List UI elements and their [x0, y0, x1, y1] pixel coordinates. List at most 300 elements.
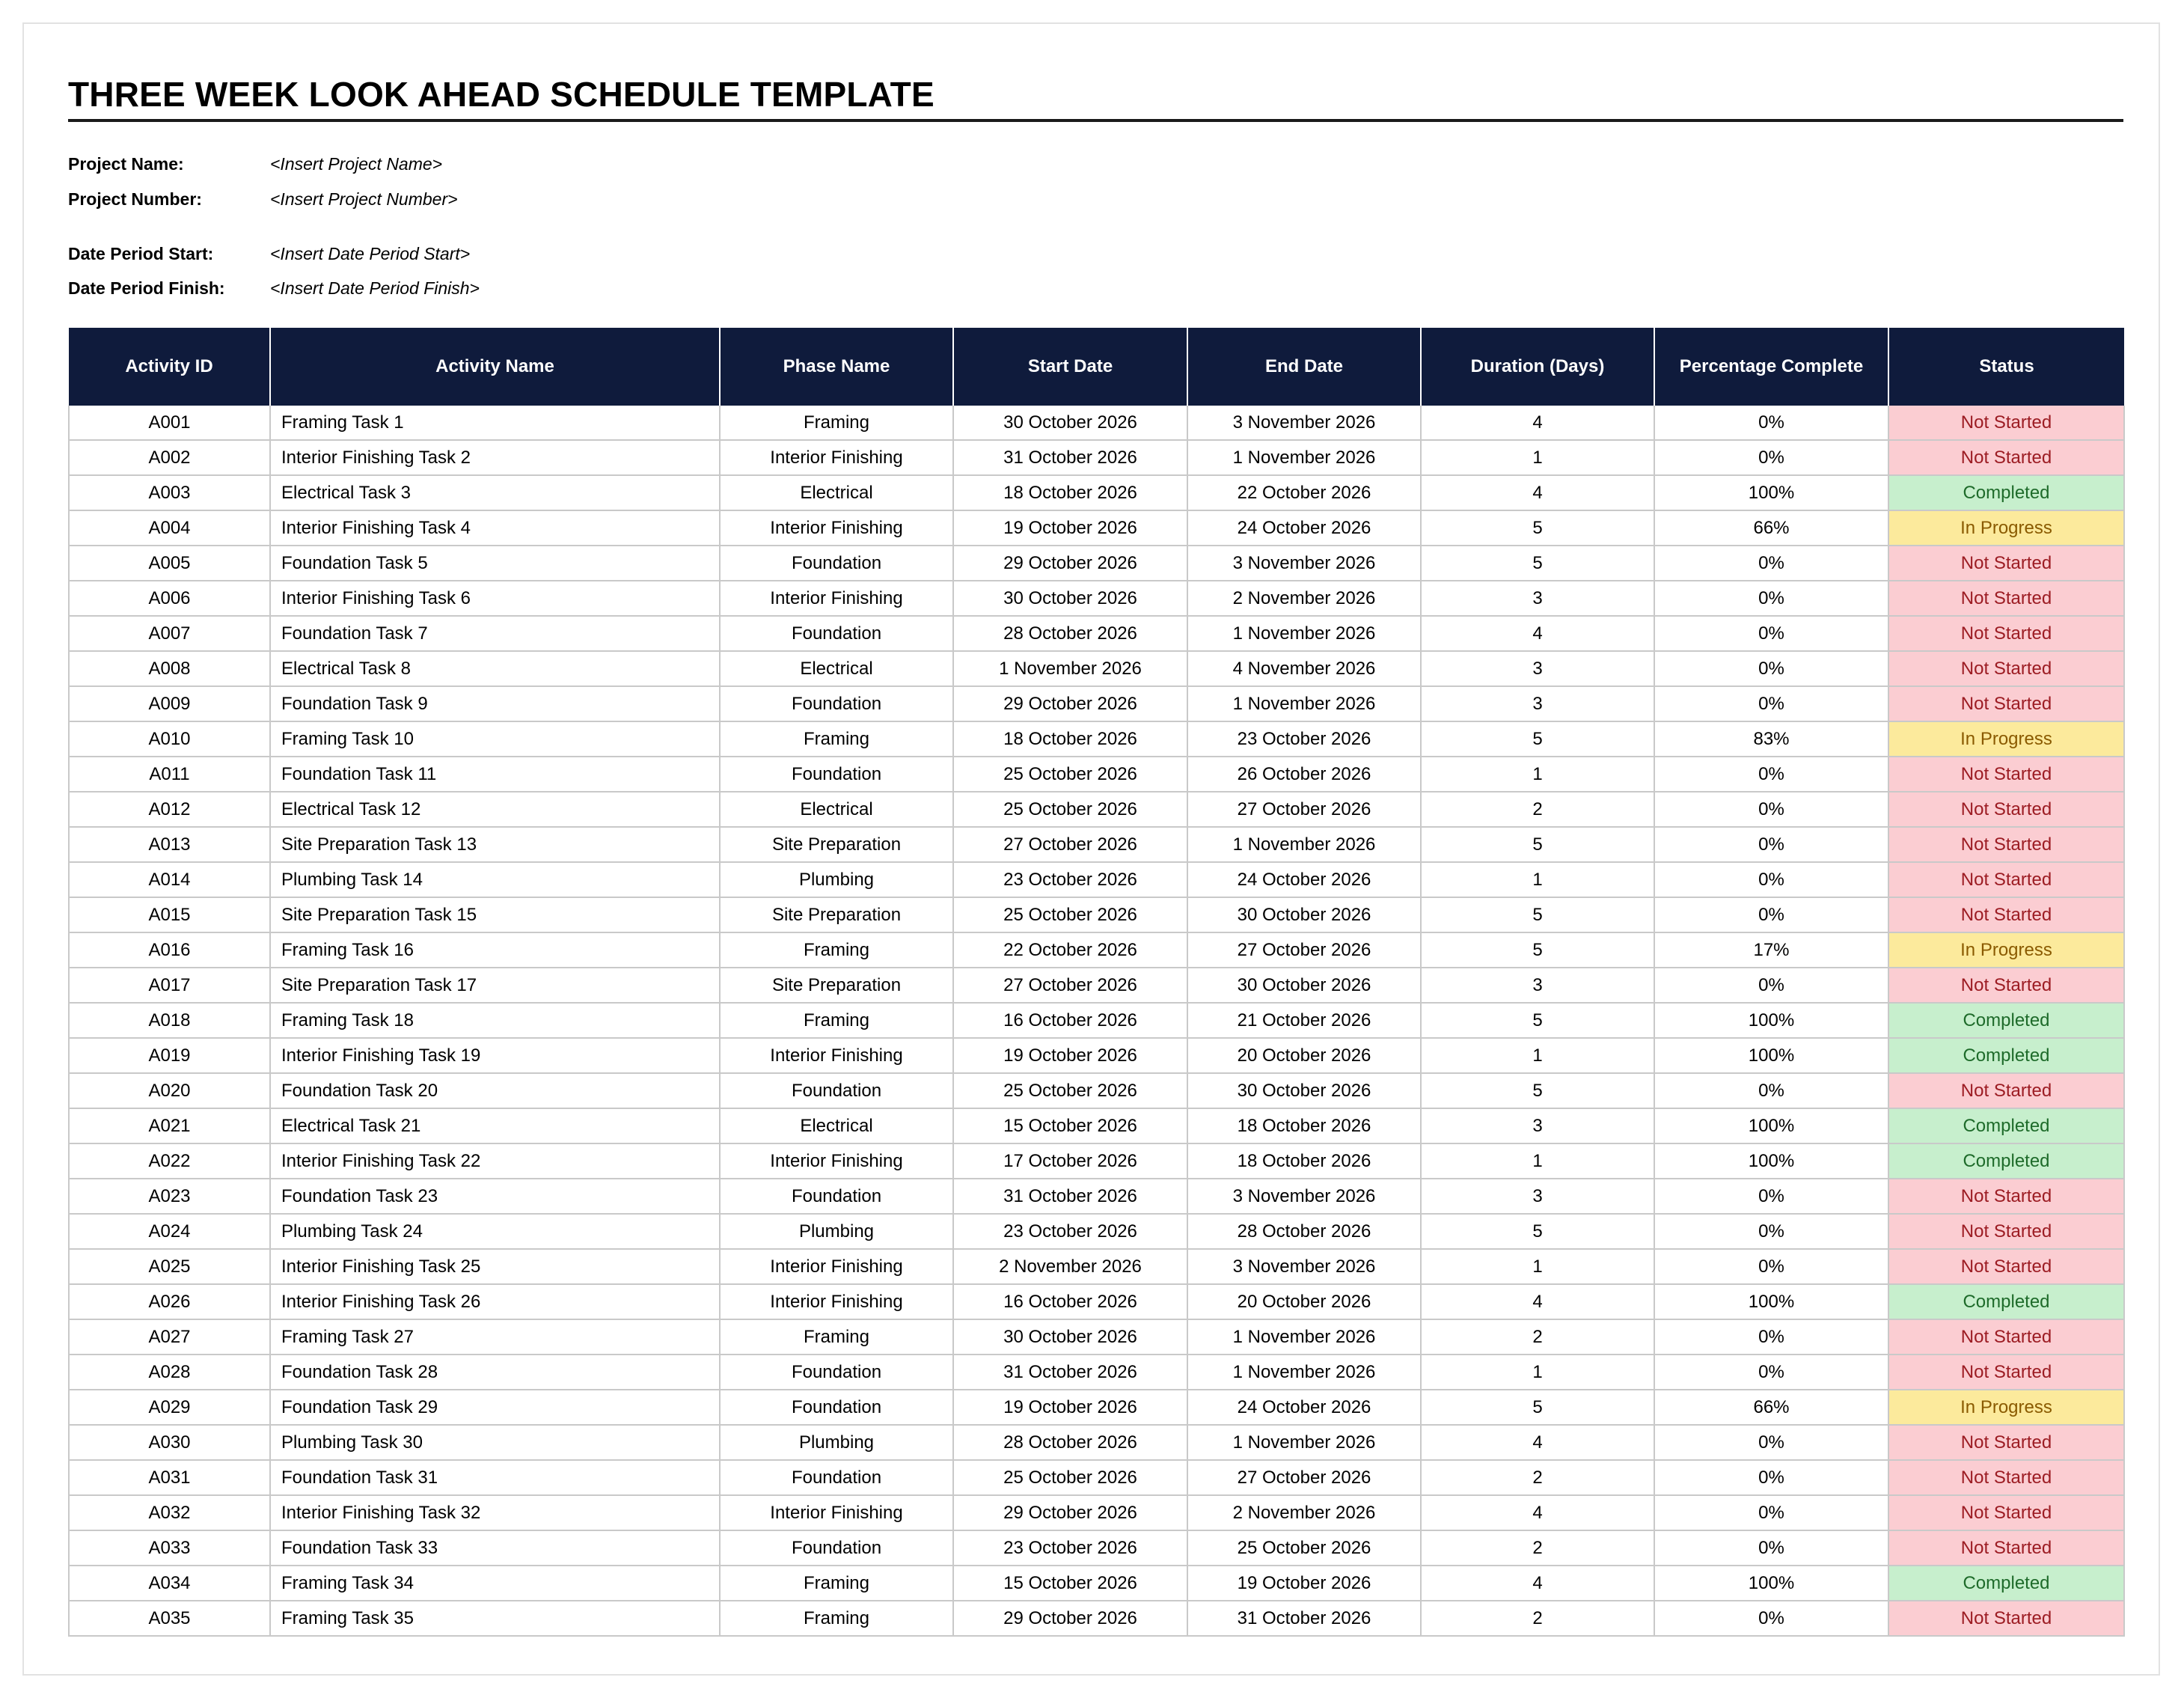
phase-name-cell[interactable]: Foundation [720, 1390, 953, 1425]
percentage-complete-cell[interactable]: 0% [1654, 757, 1888, 792]
duration-cell[interactable]: 1 [1421, 440, 1654, 475]
table-row[interactable] [69, 546, 2124, 581]
end-date-cell[interactable]: 20 October 2026 [1187, 1038, 1421, 1073]
activity-name-cell[interactable]: Foundation Task 31 [270, 1460, 720, 1495]
activity-name-cell[interactable]: Interior Finishing Task 19 [270, 1038, 720, 1073]
start-date-cell[interactable]: 15 October 2026 [953, 1108, 1187, 1143]
end-date-cell[interactable]: 27 October 2026 [1187, 932, 1421, 968]
duration-cell[interactable]: 3 [1421, 968, 1654, 1003]
status-cell[interactable]: Not Started [1888, 440, 2124, 475]
column-header-phase-name[interactable]: Phase Name [720, 328, 953, 406]
table-row[interactable] [69, 686, 2124, 721]
percentage-complete-cell[interactable]: 0% [1654, 686, 1888, 721]
table-row[interactable] [69, 1460, 2124, 1495]
end-date-cell[interactable]: 30 October 2026 [1187, 897, 1421, 932]
end-date-cell[interactable]: 1 November 2026 [1187, 827, 1421, 862]
table-row[interactable] [69, 616, 2124, 651]
percentage-complete-cell[interactable]: 0% [1654, 968, 1888, 1003]
table-row[interactable] [69, 757, 2124, 792]
percentage-complete-cell[interactable]: 66% [1654, 1390, 1888, 1425]
start-date-cell[interactable]: 19 October 2026 [953, 1390, 1187, 1425]
start-date-cell[interactable]: 28 October 2026 [953, 616, 1187, 651]
end-date-cell[interactable]: 3 November 2026 [1187, 406, 1421, 440]
activity-id-cell[interactable]: A025 [69, 1249, 270, 1284]
activity-id-cell[interactable]: A006 [69, 581, 270, 616]
duration-cell[interactable]: 5 [1421, 510, 1654, 546]
activity-id-cell[interactable]: A033 [69, 1530, 270, 1566]
activity-name-cell[interactable]: Interior Finishing Task 26 [270, 1284, 720, 1319]
activity-id-cell[interactable]: A014 [69, 862, 270, 897]
duration-cell[interactable]: 4 [1421, 406, 1654, 440]
duration-cell[interactable]: 5 [1421, 1073, 1654, 1108]
activity-name-cell[interactable]: Site Preparation Task 17 [270, 968, 720, 1003]
percentage-complete-cell[interactable]: 100% [1654, 1143, 1888, 1179]
duration-cell[interactable]: 5 [1421, 932, 1654, 968]
phase-name-cell[interactable]: Electrical [720, 792, 953, 827]
percentage-complete-cell[interactable]: 0% [1654, 897, 1888, 932]
start-date-cell[interactable]: 25 October 2026 [953, 1073, 1187, 1108]
status-cell[interactable]: Not Started [1888, 1495, 2124, 1530]
table-row[interactable] [69, 406, 2124, 440]
duration-cell[interactable]: 5 [1421, 827, 1654, 862]
duration-cell[interactable]: 4 [1421, 1566, 1654, 1601]
status-cell[interactable]: Completed [1888, 1003, 2124, 1038]
duration-cell[interactable]: 3 [1421, 581, 1654, 616]
phase-name-cell[interactable]: Interior Finishing [720, 1038, 953, 1073]
end-date-cell[interactable]: 4 November 2026 [1187, 651, 1421, 686]
activity-name-cell[interactable]: Plumbing Task 30 [270, 1425, 720, 1460]
phase-name-cell[interactable]: Foundation [720, 1460, 953, 1495]
status-cell[interactable]: Not Started [1888, 968, 2124, 1003]
table-row[interactable] [69, 862, 2124, 897]
phase-name-cell[interactable]: Foundation [720, 1530, 953, 1566]
end-date-cell[interactable]: 3 November 2026 [1187, 546, 1421, 581]
table-row[interactable] [69, 827, 2124, 862]
date-period-finish-value[interactable]: <Insert Date Period Finish> [270, 278, 480, 298]
phase-name-cell[interactable]: Framing [720, 1601, 953, 1636]
end-date-cell[interactable]: 18 October 2026 [1187, 1108, 1421, 1143]
phase-name-cell[interactable]: Foundation [720, 757, 953, 792]
end-date-cell[interactable]: 1 November 2026 [1187, 440, 1421, 475]
activity-id-cell[interactable]: A024 [69, 1214, 270, 1249]
activity-id-cell[interactable]: A004 [69, 510, 270, 546]
percentage-complete-cell[interactable]: 0% [1654, 1073, 1888, 1108]
start-date-cell[interactable]: 16 October 2026 [953, 1003, 1187, 1038]
status-cell[interactable]: Not Started [1888, 1249, 2124, 1284]
percentage-complete-cell[interactable]: 0% [1654, 651, 1888, 686]
phase-name-cell[interactable]: Interior Finishing [720, 510, 953, 546]
percentage-complete-cell[interactable]: 66% [1654, 510, 1888, 546]
activity-name-cell[interactable]: Plumbing Task 14 [270, 862, 720, 897]
activity-id-cell[interactable]: A026 [69, 1284, 270, 1319]
end-date-cell[interactable]: 19 October 2026 [1187, 1566, 1421, 1601]
percentage-complete-cell[interactable]: 100% [1654, 1038, 1888, 1073]
table-row[interactable] [69, 1284, 2124, 1319]
activity-name-cell[interactable]: Interior Finishing Task 6 [270, 581, 720, 616]
status-cell[interactable]: In Progress [1888, 1390, 2124, 1425]
phase-name-cell[interactable]: Site Preparation [720, 897, 953, 932]
percentage-complete-cell[interactable]: 0% [1654, 1179, 1888, 1214]
status-cell[interactable]: Not Started [1888, 686, 2124, 721]
column-header-activity-id[interactable]: Activity ID [69, 328, 270, 406]
start-date-cell[interactable]: 18 October 2026 [953, 721, 1187, 757]
duration-cell[interactable]: 4 [1421, 1284, 1654, 1319]
phase-name-cell[interactable]: Plumbing [720, 862, 953, 897]
activity-name-cell[interactable]: Plumbing Task 24 [270, 1214, 720, 1249]
start-date-cell[interactable]: 15 October 2026 [953, 1566, 1187, 1601]
status-cell[interactable]: Completed [1888, 1284, 2124, 1319]
end-date-cell[interactable]: 1 November 2026 [1187, 1319, 1421, 1355]
status-cell[interactable]: Not Started [1888, 1530, 2124, 1566]
phase-name-cell[interactable]: Framing [720, 721, 953, 757]
activity-id-cell[interactable]: A035 [69, 1601, 270, 1636]
table-row[interactable] [69, 1495, 2124, 1530]
activity-id-cell[interactable]: A028 [69, 1355, 270, 1390]
table-row[interactable] [69, 1108, 2124, 1143]
activity-name-cell[interactable]: Foundation Task 33 [270, 1530, 720, 1566]
status-cell[interactable]: Not Started [1888, 581, 2124, 616]
phase-name-cell[interactable]: Plumbing [720, 1214, 953, 1249]
column-header-start-date[interactable]: Start Date [953, 328, 1187, 406]
percentage-complete-cell[interactable]: 83% [1654, 721, 1888, 757]
table-row[interactable] [69, 1038, 2124, 1073]
duration-cell[interactable]: 5 [1421, 546, 1654, 581]
phase-name-cell[interactable]: Framing [720, 1319, 953, 1355]
percentage-complete-cell[interactable]: 0% [1654, 1425, 1888, 1460]
activity-id-cell[interactable]: A010 [69, 721, 270, 757]
activity-id-cell[interactable]: A032 [69, 1495, 270, 1530]
start-date-cell[interactable]: 1 November 2026 [953, 651, 1187, 686]
status-cell[interactable]: Completed [1888, 1108, 2124, 1143]
end-date-cell[interactable]: 3 November 2026 [1187, 1179, 1421, 1214]
status-cell[interactable]: Not Started [1888, 1073, 2124, 1108]
activity-id-cell[interactable]: A023 [69, 1179, 270, 1214]
activity-name-cell[interactable]: Site Preparation Task 15 [270, 897, 720, 932]
duration-cell[interactable]: 1 [1421, 1249, 1654, 1284]
table-row[interactable] [69, 792, 2124, 827]
activity-id-cell[interactable]: A015 [69, 897, 270, 932]
start-date-cell[interactable]: 19 October 2026 [953, 1038, 1187, 1073]
status-cell[interactable]: Not Started [1888, 757, 2124, 792]
duration-cell[interactable]: 5 [1421, 897, 1654, 932]
percentage-complete-cell[interactable]: 0% [1654, 1601, 1888, 1636]
end-date-cell[interactable]: 1 November 2026 [1187, 616, 1421, 651]
activity-name-cell[interactable]: Foundation Task 7 [270, 616, 720, 651]
table-row[interactable] [69, 897, 2124, 932]
activity-name-cell[interactable]: Electrical Task 12 [270, 792, 720, 827]
phase-name-cell[interactable]: Interior Finishing [720, 1495, 953, 1530]
date-period-start-value[interactable]: <Insert Date Period Start> [270, 244, 471, 263]
table-row[interactable] [69, 1601, 2124, 1636]
table-row[interactable] [69, 1249, 2124, 1284]
table-row[interactable] [69, 1179, 2124, 1214]
percentage-complete-cell[interactable]: 0% [1654, 406, 1888, 440]
end-date-cell[interactable]: 2 November 2026 [1187, 581, 1421, 616]
end-date-cell[interactable]: 1 November 2026 [1187, 1355, 1421, 1390]
phase-name-cell[interactable]: Foundation [720, 546, 953, 581]
percentage-complete-cell[interactable]: 0% [1654, 581, 1888, 616]
duration-cell[interactable]: 5 [1421, 1390, 1654, 1425]
activity-id-cell[interactable]: A002 [69, 440, 270, 475]
percentage-complete-cell[interactable]: 0% [1654, 440, 1888, 475]
activity-name-cell[interactable]: Framing Task 10 [270, 721, 720, 757]
table-row[interactable] [69, 1214, 2124, 1249]
start-date-cell[interactable]: 30 October 2026 [953, 581, 1187, 616]
percentage-complete-cell[interactable]: 100% [1654, 1566, 1888, 1601]
start-date-cell[interactable]: 23 October 2026 [953, 862, 1187, 897]
duration-cell[interactable]: 3 [1421, 651, 1654, 686]
activity-id-cell[interactable]: A017 [69, 968, 270, 1003]
status-cell[interactable]: Completed [1888, 1566, 2124, 1601]
activity-id-cell[interactable]: A003 [69, 475, 270, 510]
end-date-cell[interactable]: 23 October 2026 [1187, 721, 1421, 757]
table-row[interactable] [69, 1003, 2124, 1038]
activity-name-cell[interactable]: Framing Task 27 [270, 1319, 720, 1355]
activity-name-cell[interactable]: Interior Finishing Task 25 [270, 1249, 720, 1284]
status-cell[interactable]: Not Started [1888, 897, 2124, 932]
end-date-cell[interactable]: 1 November 2026 [1187, 1425, 1421, 1460]
duration-cell[interactable]: 4 [1421, 475, 1654, 510]
activity-id-cell[interactable]: A020 [69, 1073, 270, 1108]
status-cell[interactable]: Completed [1888, 1143, 2124, 1179]
phase-name-cell[interactable]: Interior Finishing [720, 1284, 953, 1319]
phase-name-cell[interactable]: Interior Finishing [720, 1249, 953, 1284]
column-header-status[interactable]: Status [1888, 328, 2124, 406]
activity-name-cell[interactable]: Foundation Task 11 [270, 757, 720, 792]
activity-id-cell[interactable]: A030 [69, 1425, 270, 1460]
phase-name-cell[interactable]: Electrical [720, 475, 953, 510]
activity-name-cell[interactable]: Framing Task 18 [270, 1003, 720, 1038]
percentage-complete-cell[interactable]: 0% [1654, 1355, 1888, 1390]
phase-name-cell[interactable]: Foundation [720, 616, 953, 651]
duration-cell[interactable]: 4 [1421, 616, 1654, 651]
percentage-complete-cell[interactable]: 100% [1654, 1003, 1888, 1038]
activity-name-cell[interactable]: Foundation Task 9 [270, 686, 720, 721]
end-date-cell[interactable]: 1 November 2026 [1187, 686, 1421, 721]
table-row[interactable] [69, 1390, 2124, 1425]
start-date-cell[interactable]: 25 October 2026 [953, 1460, 1187, 1495]
duration-cell[interactable]: 3 [1421, 686, 1654, 721]
status-cell[interactable]: Not Started [1888, 406, 2124, 440]
activity-name-cell[interactable]: Site Preparation Task 13 [270, 827, 720, 862]
percentage-complete-cell[interactable]: 0% [1654, 1319, 1888, 1355]
activity-id-cell[interactable]: A016 [69, 932, 270, 968]
activity-name-cell[interactable]: Interior Finishing Task 22 [270, 1143, 720, 1179]
start-date-cell[interactable]: 30 October 2026 [953, 406, 1187, 440]
table-row[interactable] [69, 1355, 2124, 1390]
percentage-complete-cell[interactable]: 100% [1654, 1108, 1888, 1143]
activity-id-cell[interactable]: A034 [69, 1566, 270, 1601]
status-cell[interactable]: Not Started [1888, 792, 2124, 827]
phase-name-cell[interactable]: Framing [720, 932, 953, 968]
activity-name-cell[interactable]: Electrical Task 3 [270, 475, 720, 510]
percentage-complete-cell[interactable]: 17% [1654, 932, 1888, 968]
status-cell[interactable]: Completed [1888, 475, 2124, 510]
duration-cell[interactable]: 4 [1421, 1495, 1654, 1530]
duration-cell[interactable]: 4 [1421, 1425, 1654, 1460]
activity-name-cell[interactable]: Interior Finishing Task 4 [270, 510, 720, 546]
duration-cell[interactable]: 2 [1421, 1530, 1654, 1566]
phase-name-cell[interactable]: Interior Finishing [720, 440, 953, 475]
activity-id-cell[interactable]: A013 [69, 827, 270, 862]
start-date-cell[interactable]: 25 October 2026 [953, 792, 1187, 827]
table-row[interactable] [69, 475, 2124, 510]
table-row[interactable] [69, 510, 2124, 546]
table-row[interactable] [69, 1530, 2124, 1566]
start-date-cell[interactable]: 23 October 2026 [953, 1530, 1187, 1566]
table-row[interactable] [69, 651, 2124, 686]
start-date-cell[interactable]: 27 October 2026 [953, 827, 1187, 862]
duration-cell[interactable]: 2 [1421, 1319, 1654, 1355]
table-row[interactable] [69, 721, 2124, 757]
start-date-cell[interactable]: 29 October 2026 [953, 686, 1187, 721]
table-row[interactable] [69, 932, 2124, 968]
start-date-cell[interactable]: 23 October 2026 [953, 1214, 1187, 1249]
duration-cell[interactable]: 1 [1421, 1355, 1654, 1390]
duration-cell[interactable]: 1 [1421, 862, 1654, 897]
duration-cell[interactable]: 2 [1421, 1601, 1654, 1636]
start-date-cell[interactable]: 29 October 2026 [953, 1495, 1187, 1530]
project-number-value[interactable]: <Insert Project Number> [270, 189, 458, 209]
start-date-cell[interactable]: 31 October 2026 [953, 1355, 1187, 1390]
start-date-cell[interactable]: 30 October 2026 [953, 1319, 1187, 1355]
activity-id-cell[interactable]: A012 [69, 792, 270, 827]
end-date-cell[interactable]: 27 October 2026 [1187, 1460, 1421, 1495]
activity-name-cell[interactable]: Electrical Task 21 [270, 1108, 720, 1143]
table-row[interactable] [69, 440, 2124, 475]
status-cell[interactable]: Not Started [1888, 862, 2124, 897]
activity-id-cell[interactable]: A029 [69, 1390, 270, 1425]
percentage-complete-cell[interactable]: 100% [1654, 475, 1888, 510]
activity-id-cell[interactable]: A001 [69, 406, 270, 440]
end-date-cell[interactable]: 24 October 2026 [1187, 1390, 1421, 1425]
end-date-cell[interactable]: 21 October 2026 [1187, 1003, 1421, 1038]
status-cell[interactable]: Not Started [1888, 1214, 2124, 1249]
end-date-cell[interactable]: 3 November 2026 [1187, 1249, 1421, 1284]
phase-name-cell[interactable]: Site Preparation [720, 827, 953, 862]
start-date-cell[interactable]: 31 October 2026 [953, 1179, 1187, 1214]
activity-name-cell[interactable]: Framing Task 35 [270, 1601, 720, 1636]
column-header-end-date[interactable]: End Date [1187, 328, 1421, 406]
phase-name-cell[interactable]: Foundation [720, 686, 953, 721]
activity-id-cell[interactable]: A019 [69, 1038, 270, 1073]
activity-id-cell[interactable]: A011 [69, 757, 270, 792]
status-cell[interactable]: In Progress [1888, 932, 2124, 968]
percentage-complete-cell[interactable]: 0% [1654, 862, 1888, 897]
duration-cell[interactable]: 2 [1421, 792, 1654, 827]
phase-name-cell[interactable]: Framing [720, 1566, 953, 1601]
status-cell[interactable]: Not Started [1888, 1425, 2124, 1460]
start-date-cell[interactable]: 28 October 2026 [953, 1425, 1187, 1460]
end-date-cell[interactable]: 2 November 2026 [1187, 1495, 1421, 1530]
status-cell[interactable]: Not Started [1888, 546, 2124, 581]
activity-name-cell[interactable]: Interior Finishing Task 2 [270, 440, 720, 475]
duration-cell[interactable]: 5 [1421, 721, 1654, 757]
column-header-percentage-complete[interactable]: Percentage Complete [1654, 328, 1888, 406]
phase-name-cell[interactable]: Plumbing [720, 1425, 953, 1460]
end-date-cell[interactable]: 26 October 2026 [1187, 757, 1421, 792]
percentage-complete-cell[interactable]: 0% [1654, 792, 1888, 827]
activity-name-cell[interactable]: Foundation Task 20 [270, 1073, 720, 1108]
start-date-cell[interactable]: 22 October 2026 [953, 932, 1187, 968]
percentage-complete-cell[interactable]: 0% [1654, 827, 1888, 862]
phase-name-cell[interactable]: Electrical [720, 1108, 953, 1143]
duration-cell[interactable]: 3 [1421, 1108, 1654, 1143]
activity-name-cell[interactable]: Electrical Task 8 [270, 651, 720, 686]
end-date-cell[interactable]: 20 October 2026 [1187, 1284, 1421, 1319]
table-row[interactable] [69, 1566, 2124, 1601]
percentage-complete-cell[interactable]: 0% [1654, 1495, 1888, 1530]
status-cell[interactable]: Not Started [1888, 651, 2124, 686]
duration-cell[interactable]: 5 [1421, 1214, 1654, 1249]
activity-name-cell[interactable]: Foundation Task 5 [270, 546, 720, 581]
duration-cell[interactable]: 5 [1421, 1003, 1654, 1038]
activity-id-cell[interactable]: A005 [69, 546, 270, 581]
status-cell[interactable]: Completed [1888, 1038, 2124, 1073]
column-header-activity-name[interactable]: Activity Name [270, 328, 720, 406]
status-cell[interactable]: In Progress [1888, 510, 2124, 546]
phase-name-cell[interactable]: Interior Finishing [720, 1143, 953, 1179]
activity-name-cell[interactable]: Foundation Task 29 [270, 1390, 720, 1425]
percentage-complete-cell[interactable]: 0% [1654, 616, 1888, 651]
duration-cell[interactable]: 1 [1421, 1143, 1654, 1179]
status-cell[interactable]: Not Started [1888, 1319, 2124, 1355]
column-header-duration[interactable]: Duration (Days) [1421, 328, 1654, 406]
percentage-complete-cell[interactable]: 100% [1654, 1284, 1888, 1319]
end-date-cell[interactable]: 25 October 2026 [1187, 1530, 1421, 1566]
start-date-cell[interactable]: 25 October 2026 [953, 757, 1187, 792]
start-date-cell[interactable]: 19 October 2026 [953, 510, 1187, 546]
table-row[interactable] [69, 1143, 2124, 1179]
percentage-complete-cell[interactable]: 0% [1654, 1249, 1888, 1284]
activity-id-cell[interactable]: A008 [69, 651, 270, 686]
activity-id-cell[interactable]: A031 [69, 1460, 270, 1495]
percentage-complete-cell[interactable]: 0% [1654, 1460, 1888, 1495]
status-cell[interactable]: Not Started [1888, 616, 2124, 651]
activity-name-cell[interactable]: Framing Task 1 [270, 406, 720, 440]
end-date-cell[interactable]: 30 October 2026 [1187, 1073, 1421, 1108]
activity-id-cell[interactable]: A009 [69, 686, 270, 721]
phase-name-cell[interactable]: Framing [720, 1003, 953, 1038]
duration-cell[interactable]: 1 [1421, 757, 1654, 792]
start-date-cell[interactable]: 27 October 2026 [953, 968, 1187, 1003]
duration-cell[interactable]: 2 [1421, 1460, 1654, 1495]
status-cell[interactable]: Not Started [1888, 1460, 2124, 1495]
phase-name-cell[interactable]: Foundation [720, 1355, 953, 1390]
table-row[interactable] [69, 1319, 2124, 1355]
duration-cell[interactable]: 3 [1421, 1179, 1654, 1214]
status-cell[interactable]: Not Started [1888, 827, 2124, 862]
phase-name-cell[interactable]: Interior Finishing [720, 581, 953, 616]
phase-name-cell[interactable]: Framing [720, 406, 953, 440]
end-date-cell[interactable]: 24 October 2026 [1187, 510, 1421, 546]
start-date-cell[interactable]: 18 October 2026 [953, 475, 1187, 510]
end-date-cell[interactable]: 31 October 2026 [1187, 1601, 1421, 1636]
phase-name-cell[interactable]: Electrical [720, 651, 953, 686]
activity-name-cell[interactable]: Framing Task 34 [270, 1566, 720, 1601]
percentage-complete-cell[interactable]: 0% [1654, 1214, 1888, 1249]
status-cell[interactable]: Not Started [1888, 1601, 2124, 1636]
end-date-cell[interactable]: 24 October 2026 [1187, 862, 1421, 897]
end-date-cell[interactable]: 18 October 2026 [1187, 1143, 1421, 1179]
duration-cell[interactable]: 1 [1421, 1038, 1654, 1073]
phase-name-cell[interactable]: Site Preparation [720, 968, 953, 1003]
status-cell[interactable]: Not Started [1888, 1355, 2124, 1390]
phase-name-cell[interactable]: Foundation [720, 1179, 953, 1214]
start-date-cell[interactable]: 25 October 2026 [953, 897, 1187, 932]
percentage-complete-cell[interactable]: 0% [1654, 1530, 1888, 1566]
activity-id-cell[interactable]: A022 [69, 1143, 270, 1179]
